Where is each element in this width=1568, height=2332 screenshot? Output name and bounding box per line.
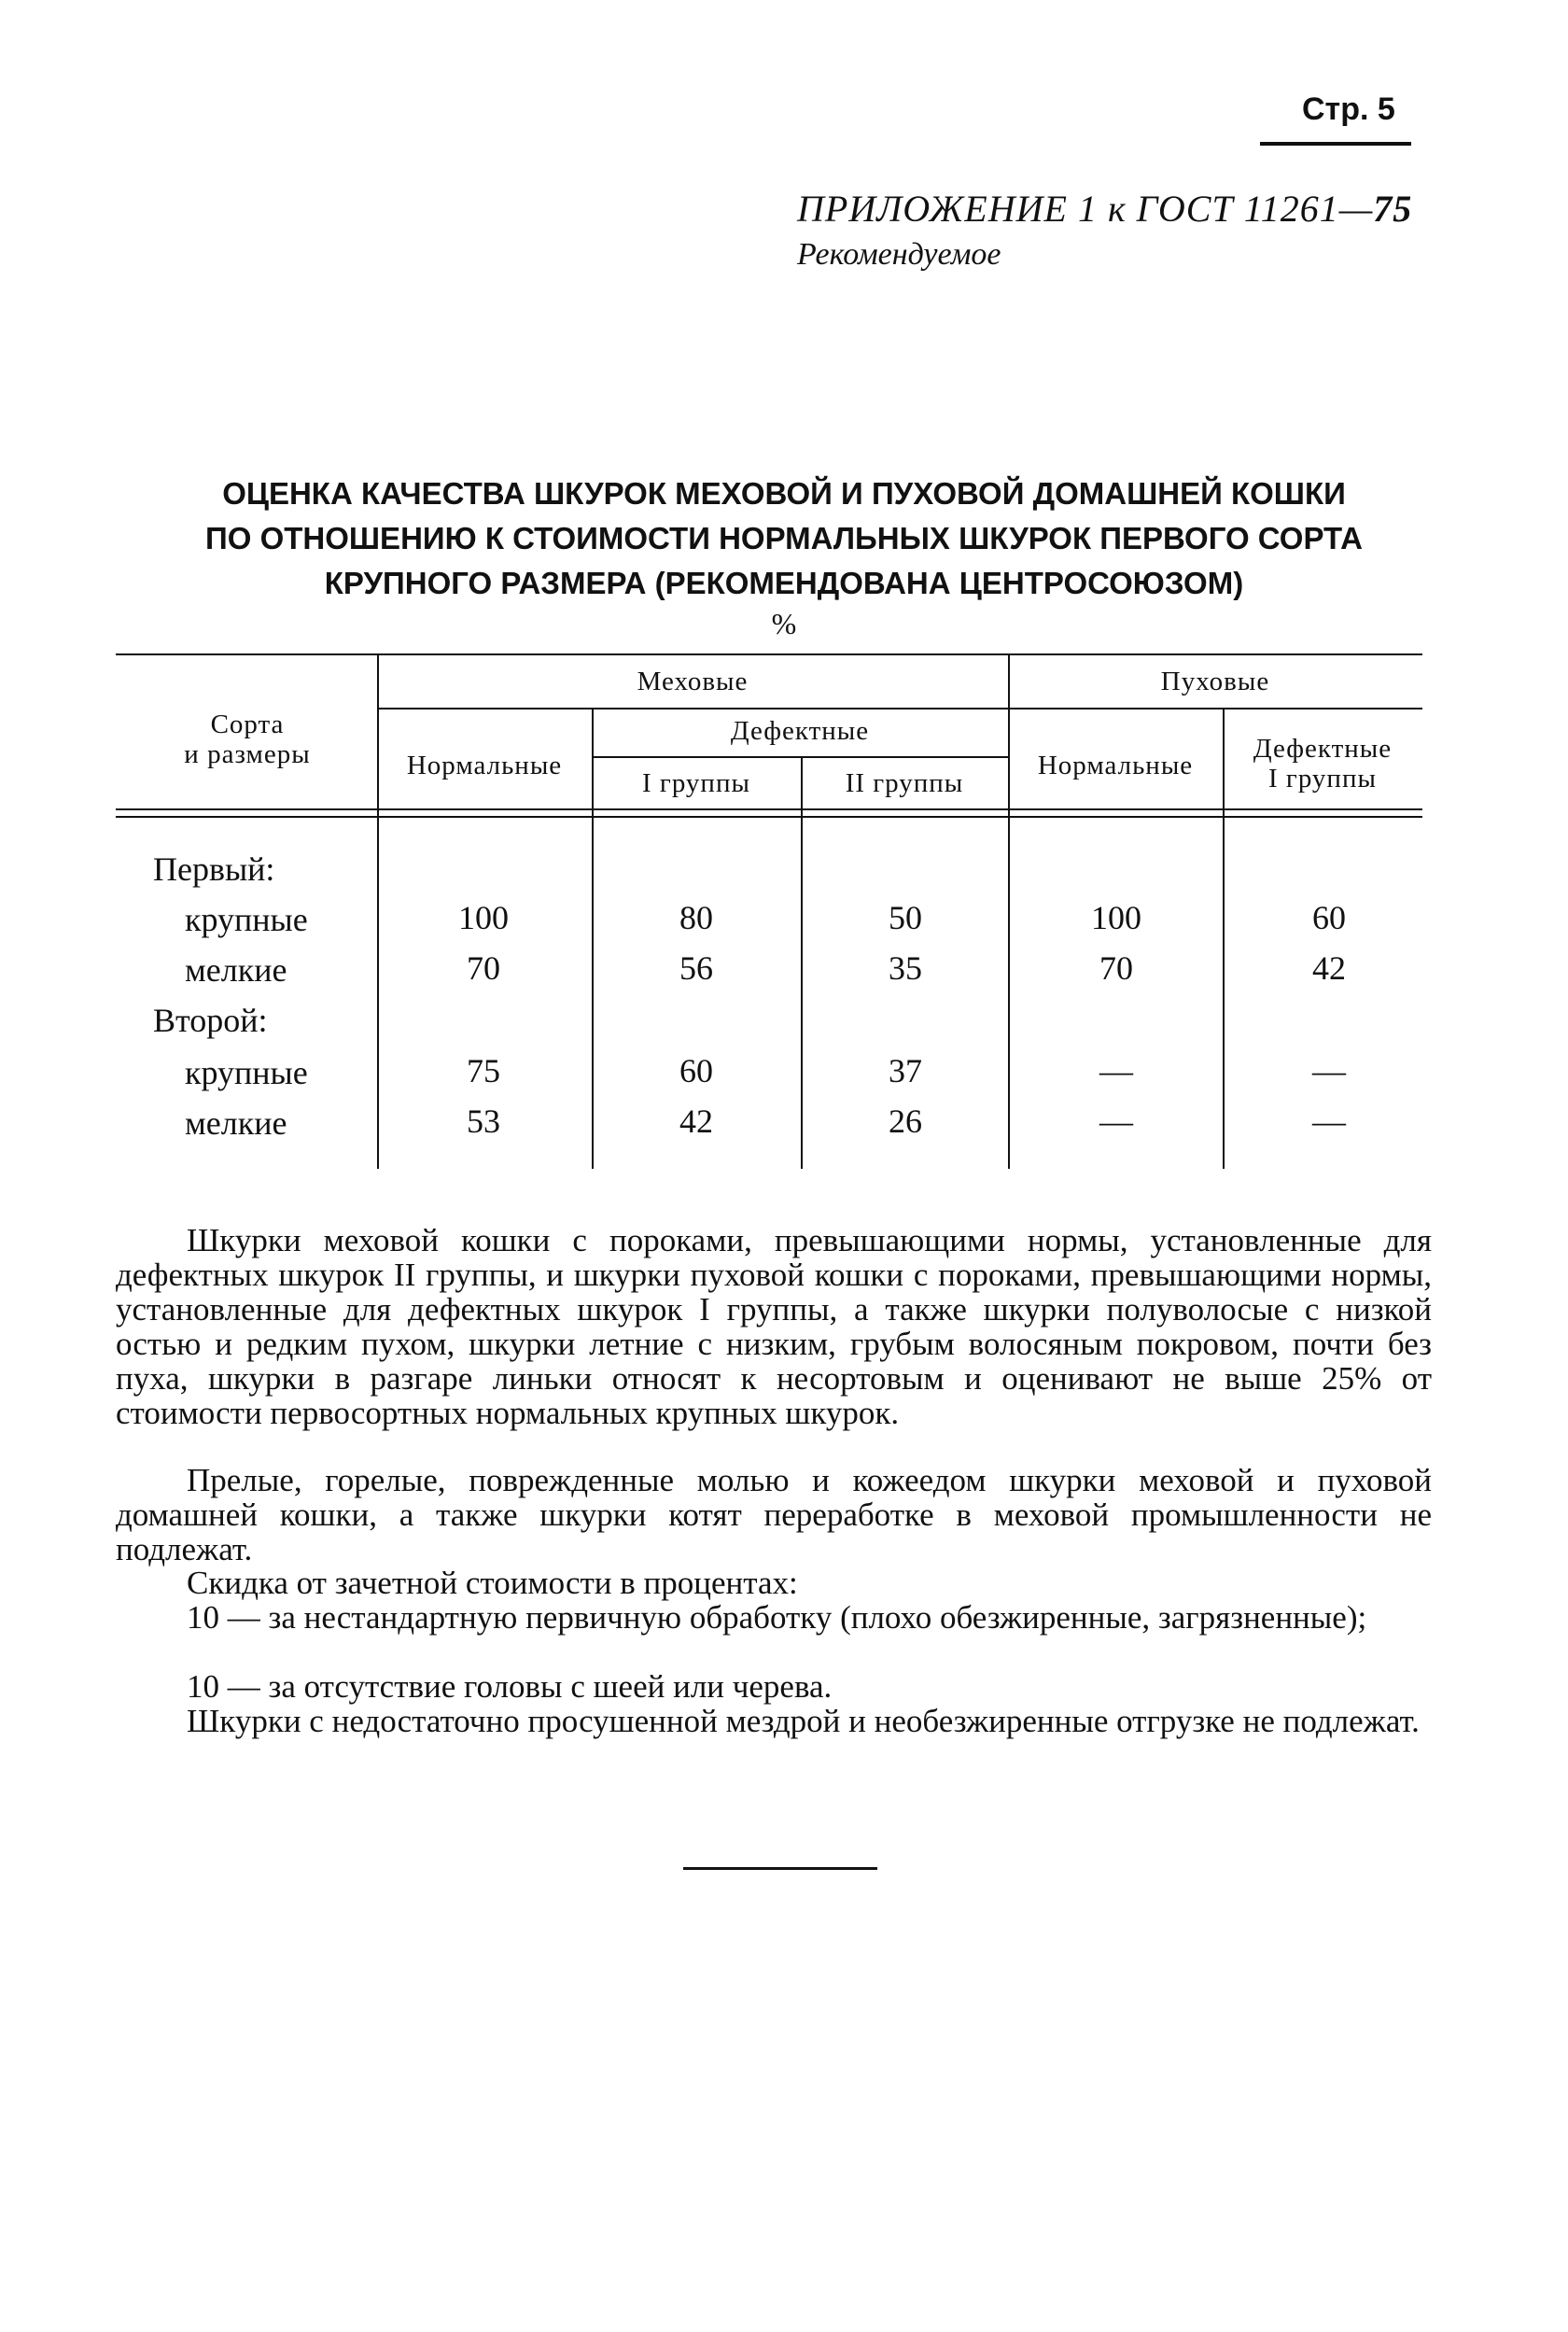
document-title xyxy=(93,471,1475,606)
body-col-4 xyxy=(1008,818,1010,1169)
row-label-header-line-1: Сорта xyxy=(210,709,285,739)
table-cell: — xyxy=(1099,1103,1133,1140)
down-defective-header-line-1: Дефектные xyxy=(1253,734,1393,764)
fur-header: Меховые xyxy=(637,667,749,696)
table-cell: 26 xyxy=(889,1103,922,1140)
table-cell: 53 xyxy=(467,1103,500,1140)
table-cell: 60 xyxy=(679,1052,713,1089)
table-cell: 80 xyxy=(679,899,713,936)
unit-label: % xyxy=(771,607,797,640)
body-col-2 xyxy=(592,818,594,1169)
group-label-first: Первый: xyxy=(153,850,275,888)
defective-header-rule xyxy=(592,756,1008,758)
fur-defective-header: Дефектные xyxy=(730,716,870,746)
page-number: Стр. 5 xyxy=(1302,91,1395,127)
header-bottom-rule-1 xyxy=(116,808,1422,810)
table-cell: 56 xyxy=(679,949,713,987)
row-label: крупные xyxy=(185,901,308,938)
row-label: мелкие xyxy=(185,1104,287,1142)
page-number-rule xyxy=(1260,142,1411,146)
table-cell: — xyxy=(1312,1103,1346,1140)
table-cell: 35 xyxy=(889,949,922,987)
paragraph-not-processed: Прелые, горелые, поврежденные молью и кожеедом шкурки меховой и пуховой домашней кошки, а также шкурки котят переработке в меховой промышленности не подлежат. xyxy=(116,1462,1432,1567)
appendix-year: 75 xyxy=(1373,188,1413,230)
title-line-1: ОЦЕНКА КАЧЕСТВА ШКУРОК МЕХОВОЙ И ПУХОВОЙ ДОМАШНЕЙ КОШКИ xyxy=(222,476,1346,511)
body-col-5 xyxy=(1223,818,1225,1169)
appendix-prefix: ПРИЛОЖЕНИЕ 1 к ГОСТ 11261— xyxy=(797,188,1374,230)
row-label-header xyxy=(131,709,364,769)
body-col-1 xyxy=(377,818,379,1169)
paragraph-discount-processing: 10 — за нестандартную первичную обработку (плохо обезжиренные, загрязненные); xyxy=(187,1599,1367,1636)
down-defective-header xyxy=(1223,734,1422,794)
down-normal-header: Нормальные xyxy=(1037,751,1194,780)
group-label-second: Второй: xyxy=(153,1002,268,1039)
row-label: мелкие xyxy=(185,951,287,989)
table-cell: 50 xyxy=(889,899,922,936)
paragraph-discount-head: 10 — за отсутствие головы с шеей или черева. xyxy=(187,1668,833,1705)
table-cell: 42 xyxy=(1312,949,1346,987)
row-label: крупные xyxy=(185,1054,308,1091)
table-cell: 60 xyxy=(1312,899,1346,936)
paragraph-discount-intro: Скидка от зачетной стоимости в процентах: xyxy=(187,1565,798,1601)
down-header-rule xyxy=(1010,708,1422,709)
fur-normal-header: Нормальные xyxy=(406,751,563,780)
fur-header-rule xyxy=(377,708,1008,709)
down-header: Пуховые xyxy=(1160,667,1270,696)
table-cell: 37 xyxy=(889,1052,922,1089)
table-cell: — xyxy=(1312,1052,1346,1089)
paragraph-shipping: Шкурки с недостаточно просушенной мездрой и необезжиренные отгрузке не подлежат. xyxy=(187,1703,1420,1739)
title-line-2: ПО ОТНОШЕНИЮ К СТОИМОСТИ НОРМАЛЬНЫХ ШКУРОК ПЕРВОГО СОРТА xyxy=(205,521,1363,555)
appendix-reference xyxy=(797,187,1412,231)
table-cell: 70 xyxy=(467,949,500,987)
table-cell: 100 xyxy=(1091,899,1141,936)
fur-group2-header: II группы xyxy=(845,768,964,798)
table-cell: — xyxy=(1099,1052,1133,1089)
row-label-header-line-2: и размеры xyxy=(184,739,311,769)
table-cell: 100 xyxy=(458,899,509,936)
down-defective-header-line-2: I группы xyxy=(1268,764,1377,794)
header-bottom-rule-2 xyxy=(116,816,1422,818)
fur-group1-header: I группы xyxy=(642,768,750,798)
appendix-status: Рекомендуемое xyxy=(797,237,1001,272)
title-line-3: КРУПНОГО РАЗМЕРА (РЕКОМЕНДОВАНА ЦЕНТРОСОЮЗОМ) xyxy=(324,566,1244,600)
table-cell: 42 xyxy=(679,1103,713,1140)
paragraph-non-grade: Шкурки меховой кошки с пороками, превышающими нормы, установленные для дефектных шкурок II группы, и шкурки пуховой кошки с пороками, превышающими нормы, установленные для дефектных шкурок I группы, а также шкурки полуволосые с низкой остью и редким пухом, шкурки летние с низким, грубым волосяным покровом, почти без пуха, шкурки в разгаре линьки относят к несортовым и оценивают не выше 25% от стоимости первосортных нормальных крупных шкурок. xyxy=(116,1222,1432,1431)
body-col-3 xyxy=(801,818,803,1169)
table-top-rule xyxy=(116,653,1422,655)
end-rule xyxy=(683,1867,877,1870)
table-cell: 70 xyxy=(1099,949,1133,987)
table-cell: 75 xyxy=(467,1052,500,1089)
